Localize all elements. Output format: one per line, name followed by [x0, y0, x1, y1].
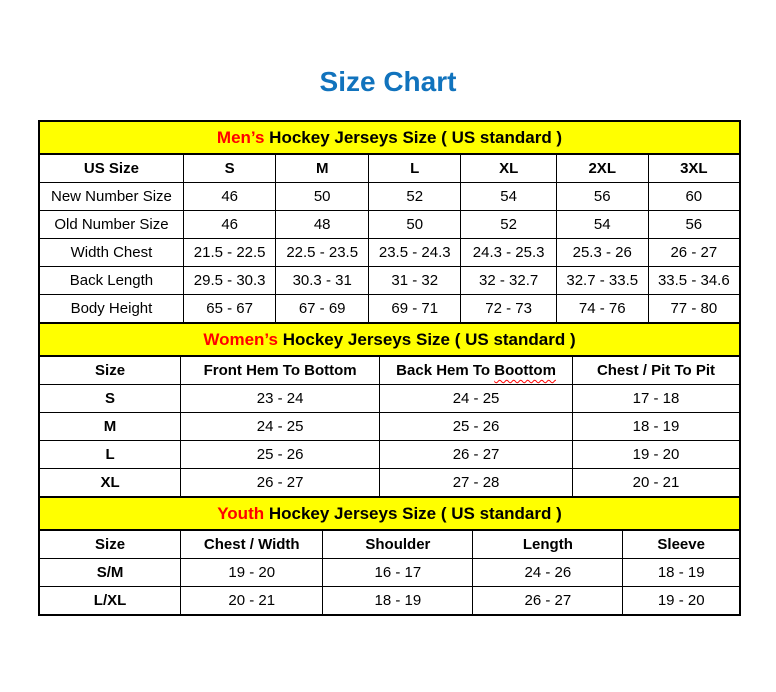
size-value-cell: 24 - 25: [380, 385, 573, 413]
size-value-cell: 46: [183, 183, 276, 211]
row-label: S/M: [39, 559, 181, 587]
size-value-cell: 19 - 20: [623, 587, 740, 616]
heading-highlight-word: Women’s: [203, 329, 278, 349]
row-label: L/XL: [39, 587, 181, 616]
size-value-cell: 56: [556, 183, 648, 211]
size-value-cell: 20 - 21: [181, 587, 323, 616]
size-value-cell: 22.5 - 23.5: [276, 239, 369, 267]
mens-table-row: [39, 267, 740, 295]
size-value-cell: 25 - 26: [380, 413, 573, 441]
size-value-cell: 18 - 19: [623, 559, 740, 587]
youth-column-header: Length: [473, 530, 623, 559]
size-value-cell: 26 - 27: [380, 441, 573, 469]
size-value-cell: 30.3 - 31: [276, 267, 369, 295]
size-value-cell: 18 - 19: [572, 413, 740, 441]
youth-column-header-row: [39, 530, 740, 559]
size-value-cell: 31 - 32: [368, 267, 461, 295]
row-label: Width Chest: [39, 239, 183, 267]
size-value-cell: 33.5 - 34.6: [648, 267, 740, 295]
row-label: S: [39, 385, 181, 413]
womens-column-header-row: [39, 356, 740, 385]
row-label: Back Length: [39, 267, 183, 295]
size-value-cell: 23 - 24: [181, 385, 380, 413]
mens-column-header: XL: [461, 154, 556, 183]
size-value-cell: 65 - 67: [183, 295, 276, 324]
womens-table-row: [39, 385, 740, 413]
youth-table-row: [39, 559, 740, 587]
size-value-cell: 21.5 - 22.5: [183, 239, 276, 267]
size-value-cell: 18 - 19: [323, 587, 473, 616]
mens-column-header: 2XL: [556, 154, 648, 183]
row-label: Old Number Size: [39, 211, 183, 239]
row-label: M: [39, 413, 181, 441]
size-value-cell: 26 - 27: [473, 587, 623, 616]
size-value-cell: 72 - 73: [461, 295, 556, 324]
heading-rest-text: Hockey Jerseys Size ( US standard ): [264, 503, 562, 523]
size-value-cell: 24 - 26: [473, 559, 623, 587]
youth-column-header: Sleeve: [623, 530, 740, 559]
size-value-cell: 46: [183, 211, 276, 239]
size-value-cell: 16 - 17: [323, 559, 473, 587]
size-value-cell: 24.3 - 25.3: [461, 239, 556, 267]
mens-column-header-row: [39, 154, 740, 183]
heading-highlight-word: Men’s: [216, 127, 265, 147]
size-value-cell: 17 - 18: [572, 385, 740, 413]
mens-table-row: [39, 183, 740, 211]
heading-highlight-word: Youth: [217, 503, 265, 523]
mens-column-header: 3XL: [648, 154, 740, 183]
size-value-cell: 19 - 20: [181, 559, 323, 587]
womens-table-row: [39, 413, 740, 441]
spellcheck-underlined-word: Boottom: [494, 362, 556, 379]
size-value-cell: 50: [276, 183, 369, 211]
mens-column-header: L: [368, 154, 461, 183]
mens-column-header: US Size: [39, 154, 183, 183]
mens-column-header: S: [183, 154, 276, 183]
youth-column-header: Size: [39, 530, 181, 559]
heading-rest-text: Hockey Jerseys Size ( US standard ): [277, 329, 576, 349]
row-label: XL: [39, 469, 181, 498]
row-label: Body Height: [39, 295, 183, 324]
size-value-cell: 54: [461, 183, 556, 211]
size-value-cell: 26 - 27: [181, 469, 380, 498]
youth-column-header: Chest / Width: [181, 530, 323, 559]
youth-section-heading: [39, 497, 740, 530]
size-value-cell: 48: [276, 211, 369, 239]
mens-section-heading: [39, 121, 740, 154]
size-value-cell: 32 - 32.7: [461, 267, 556, 295]
size-value-cell: 52: [461, 211, 556, 239]
size-value-cell: 19 - 20: [572, 441, 740, 469]
youth-size-table: [38, 496, 741, 616]
size-value-cell: 25.3 - 26: [556, 239, 648, 267]
womens-column-header: Size: [39, 356, 181, 385]
size-tables-container: [38, 120, 741, 616]
womens-column-header: Front Hem To Bottom: [181, 356, 380, 385]
size-value-cell: 50: [368, 211, 461, 239]
mens-table-row: [39, 295, 740, 324]
size-value-cell: 69 - 71: [368, 295, 461, 324]
mens-size-table: [38, 120, 741, 324]
youth-table-row: [39, 587, 740, 616]
womens-section-heading: [39, 323, 740, 356]
womens-column-header: Back Hem To Boottom: [380, 356, 573, 385]
size-value-cell: 23.5 - 24.3: [368, 239, 461, 267]
size-value-cell: 54: [556, 211, 648, 239]
size-value-cell: 32.7 - 33.5: [556, 267, 648, 295]
row-label: New Number Size: [39, 183, 183, 211]
size-value-cell: 27 - 28: [380, 469, 573, 498]
womens-column-header: Chest / Pit To Pit: [572, 356, 740, 385]
womens-table-row: [39, 441, 740, 469]
size-value-cell: 24 - 25: [181, 413, 380, 441]
size-value-cell: 77 - 80: [648, 295, 740, 324]
mens-table-row: [39, 239, 740, 267]
mens-column-header: M: [276, 154, 369, 183]
size-value-cell: 20 - 21: [572, 469, 740, 498]
size-value-cell: 56: [648, 211, 740, 239]
youth-column-header: Shoulder: [323, 530, 473, 559]
row-label: L: [39, 441, 181, 469]
size-value-cell: 74 - 76: [556, 295, 648, 324]
size-value-cell: 67 - 69: [276, 295, 369, 324]
size-value-cell: 29.5 - 30.3: [183, 267, 276, 295]
heading-rest-text: Hockey Jerseys Size ( US standard ): [264, 127, 563, 147]
womens-size-table: [38, 322, 741, 498]
size-value-cell: 52: [368, 183, 461, 211]
womens-table-row: [39, 469, 740, 498]
size-value-cell: 26 - 27: [648, 239, 740, 267]
size-value-cell: 25 - 26: [181, 441, 380, 469]
size-value-cell: 60: [648, 183, 740, 211]
page-title: Size Chart: [319, 66, 457, 97]
mens-table-row: [39, 211, 740, 239]
